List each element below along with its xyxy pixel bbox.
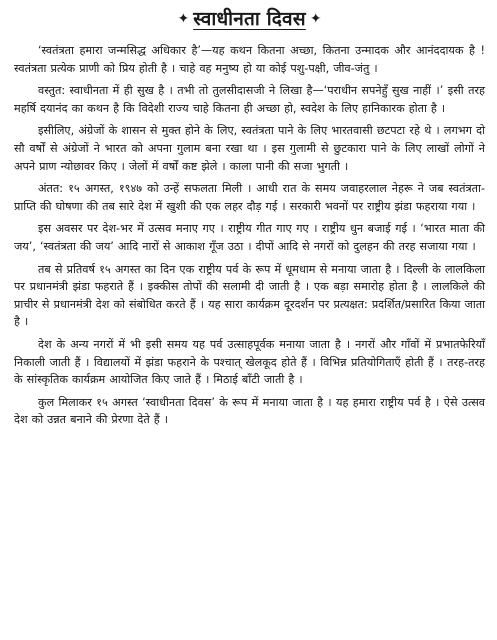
essay-title: स्वाधीनता दिवस [193, 8, 306, 30]
paragraph-8: कुल मिलाकर १५ अगस्त ‘स्वाधीनता दिवस’ के रूप में मनाया जाता है । यह हमारा राष्ट्रीय पर्व है । ऐसे उत्सव देश को उन्नत बनाने की प्रेरणा देते हैं । [14, 395, 485, 427]
title-row [14, 4, 485, 34]
paragraph-2: वस्तुत: स्वाधीनता में ही सुख है । तभी तो तुलसीदासजी ने लिखा है—‘पराधीन सपनेहुँ सुख नाहीं ।’ इसी तरह महर्षि दयानंद का कथन है कि विदेशी राज्य चाहे कितना ही अच्छा हो, स्वदेश के लिए हानिकारक होता है । [14, 84, 485, 115]
essay-body [14, 42, 485, 429]
star-ornament-left-icon: ✦ [177, 11, 190, 27]
star-ornament-right-icon: ✦ [309, 11, 322, 27]
paragraph-5: इस अवसर पर देश-भर में उत्सव मनाए गए । राष्ट्रीय गीत गाए गए । राष्ट्रीय धुन बजाई गई । ‘भारत माता की जय’, ‘स्वतंत्रता की जय’ आदि नारों से आकाश गूँज उठा । दीपों आदि से नगरों को दुलहन की तरह सजाया गया । [14, 222, 485, 253]
paragraph-6: तब से प्रतिवर्ष १५ अगस्त का दिन एक राष्ट्रीय पर्व के रूप में धूमधाम से मनाया जाता है । दिल्ली के लालकिला पर प्रधानमंत्री झंडा फहराते हैं । इक्कीस तोपों की सलामी दी जाती है । एक बड़ा समारोह होता है । लालकिले की प्राचीर से प्रधानमंत्री देश को संबोधित करते हैं । यह सारा कार्यक्रम दूरदर्शन पर प्रत्यक्षत: प्रदर्शित/प्रसारित किया जाता है । [14, 262, 485, 329]
paragraph-4: अंतत: १५ अगस्त, १९४७ को उन्हें सफलता मिली । आधी रात के समय जवाहरलाल नेहरू ने जब स्वतंत्रता-प्राप्ति की घोषणा की तब सारे देश में खुशी की एक लहर दौड़ गई । सरकारी भवनों पर राष्ट्रीय झंडा फहराया गया । [14, 182, 485, 213]
paragraph-7: देश के अन्य नगरों में भी इसी समय यह पर्व उत्साहपूर्वक मनाया जाता है । नगरों और गाँवों में प्रभातफेरियाँ निकाली जाती हैं । विद्यालयों में झंडा फहराने के पश्चात् खेलकूद होते हैं । विभिन्न प्रतियोगिताएँ होती हैं । तरह-तरह के सांस्कृतिक कार्यक्रम आयोजित किए जाते हैं । मिठाई बाँटी जाती है । [14, 337, 485, 387]
paragraph-3: इसीलिए, अंग्रेजों के शासन से मुक्त होने के लिए, स्वतंत्रता पाने के लिए भारतवासी छटपटा रहे थे । लगभग दो सौ वर्षों से अंग्रेजों ने भारत को अपना गुलाम बना रखा था । इस गुलामी से छुटकारा पाने के लिए लाखों लोगों ने अपने प्राण न्योछावर किए । जेलों में वर्षों कष्ट झेले । काला पानी की सजा भुगती । [14, 124, 485, 173]
paragraph-1: ‘स्वतंत्रता हमारा जन्मसिद्ध अधिकार है’—यह कथन कितना अच्छा, कितना उन्मादक और आनंददायक है ! स्वतंत्रता प्रत्येक प्राणी को प्रिय होती है । चाहे वह मनुष्य हो या कोई पशु-पक्षी, जीव-जंतु । [14, 44, 485, 75]
